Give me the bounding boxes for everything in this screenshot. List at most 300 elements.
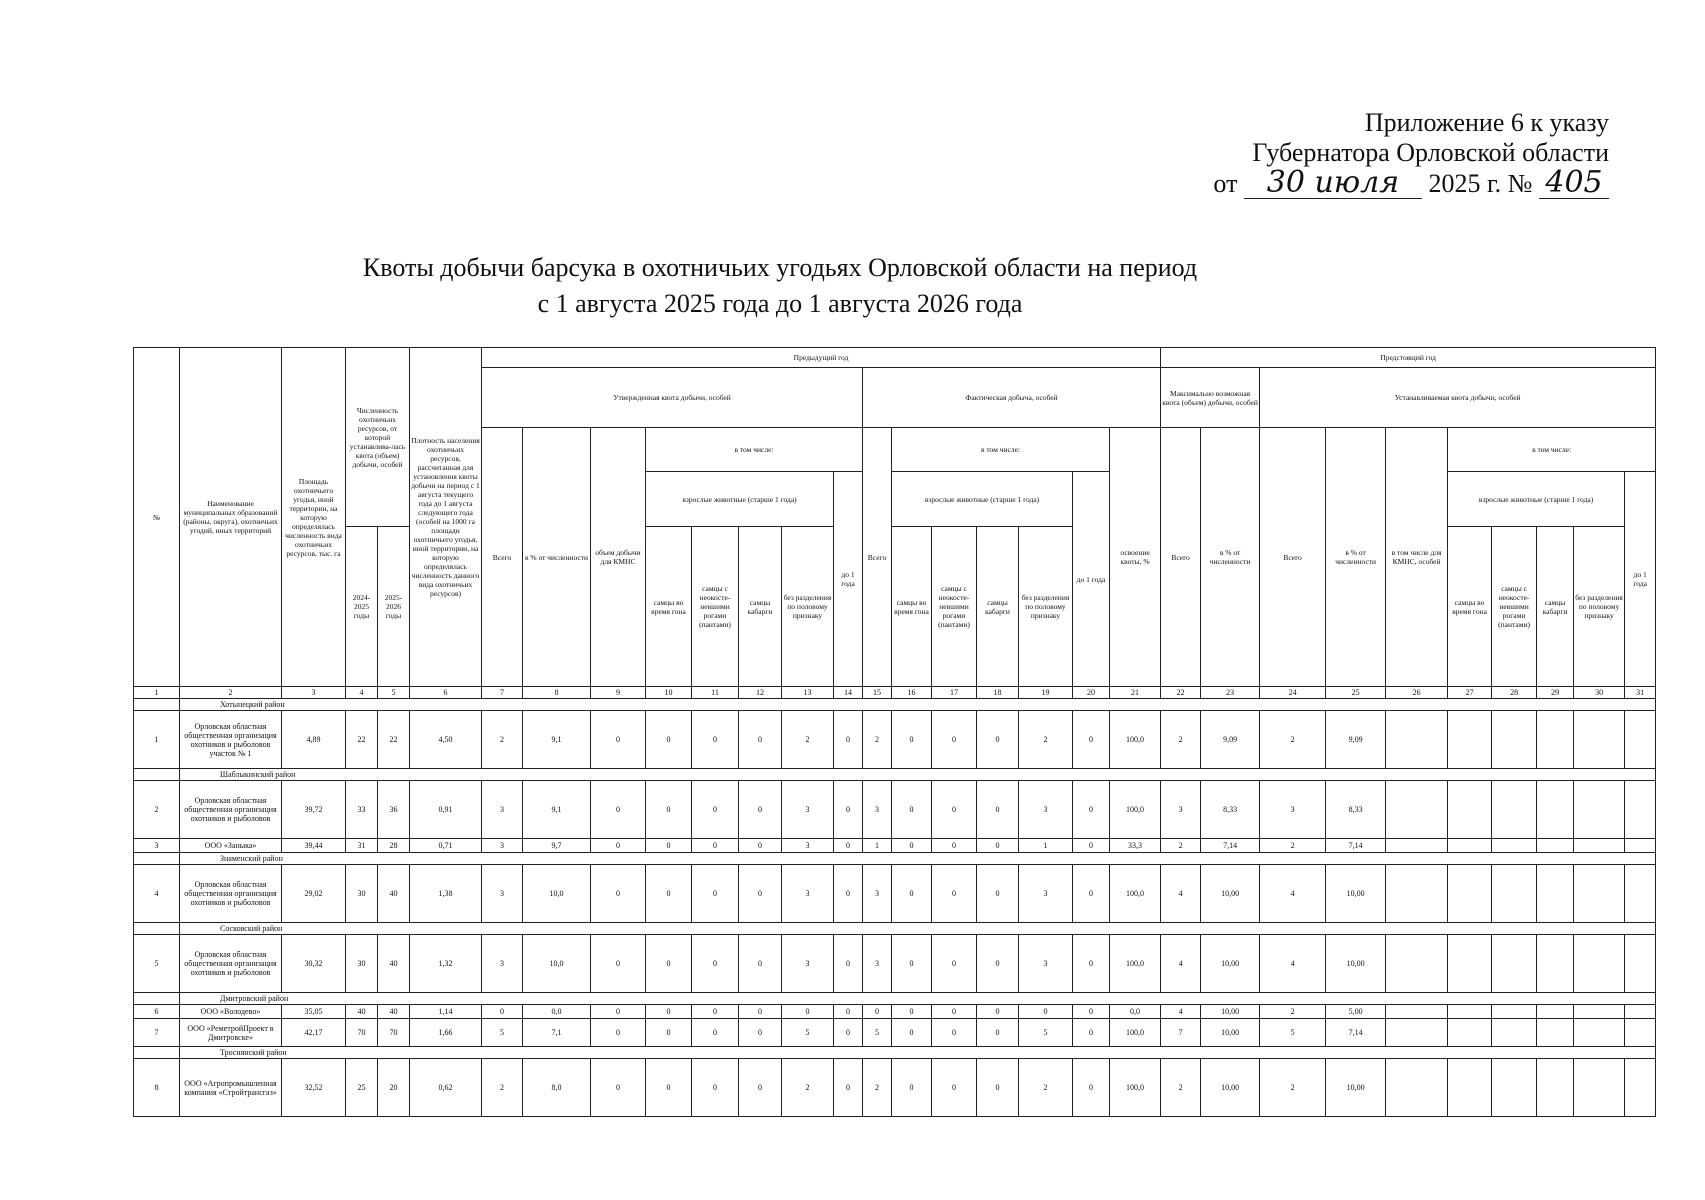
- table-cell: 2: [782, 711, 834, 769]
- column-number: 6: [410, 687, 482, 699]
- column-number: 28: [1492, 687, 1537, 699]
- column-number: 2: [180, 687, 282, 699]
- district-row: [134, 1047, 1656, 1059]
- table-cell: 5: [482, 1019, 523, 1047]
- table-cell: 2: [1161, 1059, 1201, 1117]
- table-cell: [1386, 839, 1448, 853]
- table-cell: 1,32: [410, 935, 482, 993]
- table-row: [134, 1005, 1656, 1019]
- table-cell: 100,0: [1110, 781, 1161, 839]
- table-cell: 3: [782, 865, 834, 923]
- district-row: [134, 853, 1656, 865]
- table-cell: [1448, 839, 1492, 853]
- column-number: 20: [1073, 687, 1110, 699]
- table-cell: 0: [834, 839, 863, 853]
- table-cell: 2: [482, 711, 523, 769]
- district-row-spacer: [134, 769, 180, 781]
- table-cell: 40: [346, 1005, 378, 1019]
- table-cell: 2: [863, 1059, 892, 1117]
- header-set-quota: Устанавливаемая квота добычи, особей: [1260, 368, 1656, 428]
- table-cell: 3: [482, 839, 523, 853]
- table-cell: [1386, 865, 1448, 923]
- table-cell: 10,0: [523, 935, 591, 993]
- header-area: Площадь охотничьего угодья, иной территории, на которую определялась численность вида охотничьих ресурсов, тыс. га: [282, 348, 346, 687]
- table-cell: 40: [378, 1005, 410, 1019]
- header-pop-2025: 2025-2026 годы: [378, 527, 410, 687]
- header-set-kmns: в том числе для КМНС, особей: [1386, 428, 1448, 687]
- table-cell: 0,71: [410, 839, 482, 853]
- table-cell: 7,1: [523, 1019, 591, 1047]
- column-number: 17: [932, 687, 977, 699]
- column-number: 30: [1574, 687, 1625, 699]
- column-number-row: [134, 687, 1656, 699]
- table-cell: [1574, 781, 1625, 839]
- table-cell: [1574, 935, 1625, 993]
- table-cell: [1537, 935, 1574, 993]
- table-cell: 40: [378, 935, 410, 993]
- table-cell: 33: [346, 781, 378, 839]
- column-number: 15: [863, 687, 892, 699]
- table-cell: 0: [646, 839, 692, 853]
- title-line-2: с 1 августа 2025 года до 1 августа 2026 года: [537, 289, 1023, 318]
- table-cell: 0: [892, 711, 932, 769]
- table-cell: [1492, 865, 1537, 923]
- table-cell: [1448, 781, 1492, 839]
- header-prev-pct: в % от численности: [523, 428, 591, 687]
- table-cell: 0: [591, 1019, 646, 1047]
- table-cell: 0: [977, 1019, 1019, 1047]
- appendix-line-2: Губернатора Орловской области: [1252, 138, 1609, 167]
- table-row: [134, 935, 1656, 993]
- table-cell: 0: [646, 1005, 692, 1019]
- table-cell: 3: [482, 865, 523, 923]
- table-cell: 3: [1019, 865, 1073, 923]
- table-cell: 2: [1260, 1005, 1326, 1019]
- table-cell: [1625, 839, 1656, 853]
- table-cell: 33,3: [1110, 839, 1161, 853]
- table-cell: 0: [892, 839, 932, 853]
- table-cell: 5: [782, 1019, 834, 1047]
- table-cell: 4: [1161, 1005, 1201, 1019]
- header-set-musk-males: самцы кабарги: [1537, 527, 1574, 687]
- district-row: [134, 699, 1656, 711]
- table-cell: 0: [834, 865, 863, 923]
- table-cell: 8: [134, 1059, 180, 1117]
- table-cell: [1492, 1005, 1537, 1019]
- header-prev-musk-males: самцы кабарги: [739, 527, 782, 687]
- table-cell: [1625, 865, 1656, 923]
- title-line-1: Квоты добычи барсука в охотничьих угодьях Орловской области на период: [362, 253, 1198, 282]
- header-density: Плотность населения охотничьих ресурсов, рассчитанная для установления квоты добычи на период с 1 августа текущего года до 1 августа следующего года (особей на 1000 га площади охотничьего угодья, иной территории, на которую определялась численность данного вида охотничьих ресурсов): [410, 348, 482, 687]
- header-set-no-sex: без разделения по половому признаку: [1574, 527, 1625, 687]
- table-cell: 35,05: [282, 1005, 346, 1019]
- table-cell: 1: [1019, 839, 1073, 853]
- table-cell: [1574, 865, 1625, 923]
- table-cell: 2: [482, 1059, 523, 1117]
- table-cell: 2: [1260, 711, 1326, 769]
- table-cell: 3: [482, 935, 523, 993]
- table-cell: 0: [739, 711, 782, 769]
- table-cell: [1537, 711, 1574, 769]
- table-cell: 0,0: [523, 1005, 591, 1019]
- table-cell: 0: [892, 1005, 932, 1019]
- table-cell: 3: [863, 935, 892, 993]
- district-name: Троснянский район: [180, 1047, 1656, 1059]
- table-cell: [1386, 1019, 1448, 1047]
- table-cell: 0: [1073, 781, 1110, 839]
- table-cell: [1492, 781, 1537, 839]
- table-cell: 100,0: [1110, 711, 1161, 769]
- header-pop-2024: 2024-2025 годы: [346, 527, 378, 687]
- header-set-including: в том числе:: [1448, 428, 1656, 472]
- table-cell: [1448, 1059, 1492, 1117]
- table-cell: [1537, 1005, 1574, 1019]
- header-actual-adults: взрослые животные (старше 1 года): [892, 472, 1073, 527]
- table-cell: 0: [932, 865, 977, 923]
- table-cell: 100,0: [1110, 865, 1161, 923]
- column-number: 12: [739, 687, 782, 699]
- table-cell: 0: [646, 711, 692, 769]
- table-cell: 3: [1019, 781, 1073, 839]
- table-cell: 25: [346, 1059, 378, 1117]
- table-cell: 4: [134, 865, 180, 923]
- header-actual-no-sex: без разделения по половому признаку: [1019, 527, 1073, 687]
- table-cell: 70: [378, 1019, 410, 1047]
- table-cell: 28: [378, 839, 410, 853]
- table-cell: 70: [346, 1019, 378, 1047]
- table-cell: 0: [692, 1019, 739, 1047]
- table-cell: 0: [932, 1059, 977, 1117]
- table-cell: [1537, 781, 1574, 839]
- column-number: 31: [1625, 687, 1656, 699]
- table-cell: 10,00: [1201, 1005, 1260, 1019]
- header-actual-total: Всего: [863, 428, 892, 687]
- table-cell: 0: [739, 1005, 782, 1019]
- column-number: 18: [977, 687, 1019, 699]
- table-cell: 4: [1161, 865, 1201, 923]
- table-cell: 4,89: [282, 711, 346, 769]
- table-cell: 2: [1019, 1059, 1073, 1117]
- table-cell: 0: [977, 711, 1019, 769]
- table-cell: 7: [1161, 1019, 1201, 1047]
- header-approved-quota: Утвержденная квота добычи, особей: [482, 368, 863, 428]
- table-cell: 2: [1161, 711, 1201, 769]
- table-cell: 36: [378, 781, 410, 839]
- column-number: 13: [782, 687, 834, 699]
- table-row: [134, 1059, 1656, 1117]
- table-cell: 30,32: [282, 935, 346, 993]
- column-number: 1: [134, 687, 180, 699]
- column-number: 22: [1161, 687, 1201, 699]
- territory-name: ООО «Агропромышленная компания «Стройтрансгаз»: [180, 1059, 282, 1117]
- header-max-pct: в % от численности: [1201, 428, 1260, 687]
- table-cell: 1: [134, 711, 180, 769]
- table-cell: 100,0: [1110, 1019, 1161, 1047]
- column-number: 19: [1019, 687, 1073, 699]
- table-cell: 8,0: [523, 1059, 591, 1117]
- table-cell: [1574, 1005, 1625, 1019]
- table-cell: 0: [591, 935, 646, 993]
- header-set-adults: взрослые животные (старше 1 года): [1448, 472, 1625, 527]
- table-cell: 0: [692, 865, 739, 923]
- table-cell: 0: [646, 1019, 692, 1047]
- table-cell: 1,14: [410, 1005, 482, 1019]
- table-cell: [1537, 1019, 1574, 1047]
- table-cell: 7,14: [1201, 839, 1260, 853]
- table-cell: [1625, 711, 1656, 769]
- table-cell: [1625, 1019, 1656, 1047]
- header-set-males-antlers: самцы с неокосте-невшими рогами (пантами): [1492, 527, 1537, 687]
- table-cell: 0: [739, 935, 782, 993]
- table-cell: [1448, 711, 1492, 769]
- table-cell: 3: [782, 781, 834, 839]
- table-cell: [1492, 1059, 1537, 1117]
- header-prev-no-sex: без разделения по половому признаку: [782, 527, 834, 687]
- table-cell: 7: [134, 1019, 180, 1047]
- table-cell: [1386, 935, 1448, 993]
- table-cell: 0: [977, 865, 1019, 923]
- column-number: 25: [1326, 687, 1386, 699]
- district-row-spacer: [134, 853, 180, 865]
- table-cell: 4,50: [410, 711, 482, 769]
- table-cell: 6: [134, 1005, 180, 1019]
- table-cell: 10,00: [1201, 1059, 1260, 1117]
- table-row: [134, 781, 1656, 839]
- table-cell: 0: [591, 1005, 646, 1019]
- table-cell: 100,0: [1110, 1059, 1161, 1117]
- year-label: 2025 г. №: [1428, 169, 1533, 198]
- table-cell: 0: [1073, 1059, 1110, 1117]
- table-cell: [1537, 865, 1574, 923]
- table-cell: 2: [1260, 1059, 1326, 1117]
- table-cell: 0: [739, 839, 782, 853]
- table-cell: 0: [591, 839, 646, 853]
- table-cell: 0: [591, 781, 646, 839]
- table-cell: 0: [1073, 839, 1110, 853]
- table-cell: 39,44: [282, 839, 346, 853]
- column-number: 14: [834, 687, 863, 699]
- table-cell: [1625, 1059, 1656, 1117]
- table-cell: 0: [892, 1059, 932, 1117]
- header-set-pct: в % от численности: [1326, 428, 1386, 687]
- table-cell: 22: [346, 711, 378, 769]
- district-name: Дмитровский район: [180, 993, 1656, 1005]
- table-cell: 0: [739, 781, 782, 839]
- header-set-total: Всего: [1260, 428, 1326, 687]
- handwritten-number: 405: [1539, 168, 1609, 199]
- header-development: освоение квоты, %: [1110, 428, 1161, 687]
- header-prev-including: в том числе:: [646, 428, 863, 472]
- table-cell: [1448, 1019, 1492, 1047]
- table-cell: 0: [692, 781, 739, 839]
- table-cell: 10,00: [1326, 865, 1386, 923]
- table-cell: 22: [378, 711, 410, 769]
- header-actual-under1: до 1 года: [1073, 472, 1110, 687]
- header-actual-males-rut: самцы во время гона: [892, 527, 932, 687]
- district-name: Шаблыкинский район: [180, 769, 1656, 781]
- column-number: 16: [892, 687, 932, 699]
- table-cell: [1492, 711, 1537, 769]
- table-cell: 4: [1161, 935, 1201, 993]
- header-actual-males-antlers: самцы с неокосте-невшими рогами (пантами): [932, 527, 977, 687]
- table-row: [134, 711, 1656, 769]
- table-cell: 100,0: [1110, 935, 1161, 993]
- district-row: [134, 993, 1656, 1005]
- column-number: 24: [1260, 687, 1326, 699]
- header-next-year: Предстоящий год: [1161, 348, 1656, 368]
- table-cell: 0: [1073, 935, 1110, 993]
- table-cell: 0: [591, 711, 646, 769]
- territory-name: ООО «РеметройПроект в Дмитровске»: [180, 1019, 282, 1047]
- table-cell: [1574, 711, 1625, 769]
- column-number: 29: [1537, 687, 1574, 699]
- table-cell: 5: [1019, 1019, 1073, 1047]
- document-title: [300, 250, 1260, 322]
- territory-name: ООО «Заныка»: [180, 839, 282, 853]
- table-cell: 3: [782, 839, 834, 853]
- table-row: [134, 839, 1656, 853]
- table-cell: [1386, 1059, 1448, 1117]
- appendix-line-3: [1169, 165, 1609, 200]
- table-cell: 0: [977, 839, 1019, 853]
- column-number: 9: [591, 687, 646, 699]
- table-cell: 32,52: [282, 1059, 346, 1117]
- district-row-spacer: [134, 923, 180, 935]
- table-cell: 0: [892, 1019, 932, 1047]
- column-number: 26: [1386, 687, 1448, 699]
- table-cell: 0: [977, 1005, 1019, 1019]
- table-cell: 30: [346, 935, 378, 993]
- table-cell: 0: [646, 935, 692, 993]
- column-number: 10: [646, 687, 692, 699]
- table-cell: 0: [932, 1019, 977, 1047]
- column-number: 8: [523, 687, 591, 699]
- territory-name: Орловская областная общественная организация охотников и рыболовов участок № 1: [180, 711, 282, 769]
- table-cell: 3: [1161, 781, 1201, 839]
- table-cell: 4: [1260, 935, 1326, 993]
- table-cell: 0: [591, 1059, 646, 1117]
- territory-name: Орловская областная общественная организация охотников и рыболовов: [180, 865, 282, 923]
- table-cell: 0: [646, 865, 692, 923]
- territory-name: Орловская областная общественная организация охотников и рыболовов: [180, 935, 282, 993]
- table-cell: 0: [892, 865, 932, 923]
- table-cell: 7,14: [1326, 1019, 1386, 1047]
- district-row: [134, 923, 1656, 935]
- table-cell: 2: [1260, 839, 1326, 853]
- table-cell: [1537, 1059, 1574, 1117]
- table-cell: 0: [834, 711, 863, 769]
- table-cell: 10,0: [523, 865, 591, 923]
- header-prev-kmns: объем добычи для КМНС: [591, 428, 646, 687]
- table-cell: 0: [932, 839, 977, 853]
- table-cell: [1448, 865, 1492, 923]
- table-cell: 0: [834, 1019, 863, 1047]
- table-cell: 10,00: [1326, 1059, 1386, 1117]
- table-cell: 7,14: [1326, 839, 1386, 853]
- table-cell: 0: [834, 1059, 863, 1117]
- table-cell: 0: [932, 935, 977, 993]
- table-cell: 0: [739, 1019, 782, 1047]
- header-actual-musk-males: самцы кабарги: [977, 527, 1019, 687]
- table-cell: 39,72: [282, 781, 346, 839]
- column-number: 23: [1201, 687, 1260, 699]
- table-cell: 0: [977, 781, 1019, 839]
- table-cell: 3: [863, 781, 892, 839]
- district-name: Хотынецкий район: [180, 699, 1656, 711]
- column-number: 5: [378, 687, 410, 699]
- appendix-line-1: Приложение 6 к указу: [1364, 108, 1609, 137]
- table-cell: [1492, 839, 1537, 853]
- table-cell: 0: [977, 935, 1019, 993]
- table-cell: [1574, 839, 1625, 853]
- table-cell: 0: [1073, 711, 1110, 769]
- table-cell: 0,62: [410, 1059, 482, 1117]
- table-cell: 0: [782, 1005, 834, 1019]
- table-cell: 0: [1073, 865, 1110, 923]
- table-cell: 2: [134, 781, 180, 839]
- district-name: Сосковский район: [180, 923, 1656, 935]
- table-row: [134, 865, 1656, 923]
- territory-name: Орловская областная общественная организация охотников и рыболовов: [180, 781, 282, 839]
- table-cell: 5: [1260, 1019, 1326, 1047]
- table-cell: [1386, 711, 1448, 769]
- table-cell: 0,91: [410, 781, 482, 839]
- table-cell: 0: [1073, 1019, 1110, 1047]
- table-cell: 0: [739, 865, 782, 923]
- table-cell: 3: [1260, 781, 1326, 839]
- table-cell: 9,1: [523, 711, 591, 769]
- table-cell: 2: [782, 1059, 834, 1117]
- table-cell: 0: [646, 781, 692, 839]
- table-cell: 29,02: [282, 865, 346, 923]
- quota-table: [133, 347, 1656, 1117]
- table-cell: [1492, 935, 1537, 993]
- table-cell: [1625, 781, 1656, 839]
- table-cell: [1448, 935, 1492, 993]
- table-cell: 0: [692, 1005, 739, 1019]
- table-cell: 0: [892, 781, 932, 839]
- district-name: Знаменский район: [180, 853, 1656, 865]
- table-cell: [1574, 1019, 1625, 1047]
- header-prev-males-antlers: самцы с неокосте-невшими рогами (пантами): [692, 527, 739, 687]
- table-cell: [1537, 839, 1574, 853]
- handwritten-date: 30 июля: [1244, 168, 1422, 199]
- district-row: [134, 769, 1656, 781]
- table-cell: 0: [863, 1005, 892, 1019]
- table-cell: 0: [692, 839, 739, 853]
- table-cell: 0: [591, 865, 646, 923]
- table-cell: 1,38: [410, 865, 482, 923]
- table-cell: 8,33: [1201, 781, 1260, 839]
- table-cell: 0: [932, 711, 977, 769]
- table-cell: [1386, 781, 1448, 839]
- table-cell: 40: [378, 865, 410, 923]
- table-cell: 0: [834, 935, 863, 993]
- header-max-quota: Максимально возможная квота (объем) добычи, особей: [1161, 368, 1260, 428]
- table-cell: 3: [134, 839, 180, 853]
- table-cell: 5,00: [1326, 1005, 1386, 1019]
- table-cell: 0: [482, 1005, 523, 1019]
- header-prev-adults: взрослые животные (старше 1 года): [646, 472, 834, 527]
- table-cell: [1574, 1059, 1625, 1117]
- column-number: 3: [282, 687, 346, 699]
- table-cell: [1625, 1005, 1656, 1019]
- table-cell: 42,17: [282, 1019, 346, 1047]
- table-cell: 0: [892, 935, 932, 993]
- header-prev-year: Предыдущий год: [482, 348, 1161, 368]
- header-prev-under1: до 1 года: [834, 472, 863, 687]
- table-cell: 0: [692, 1059, 739, 1117]
